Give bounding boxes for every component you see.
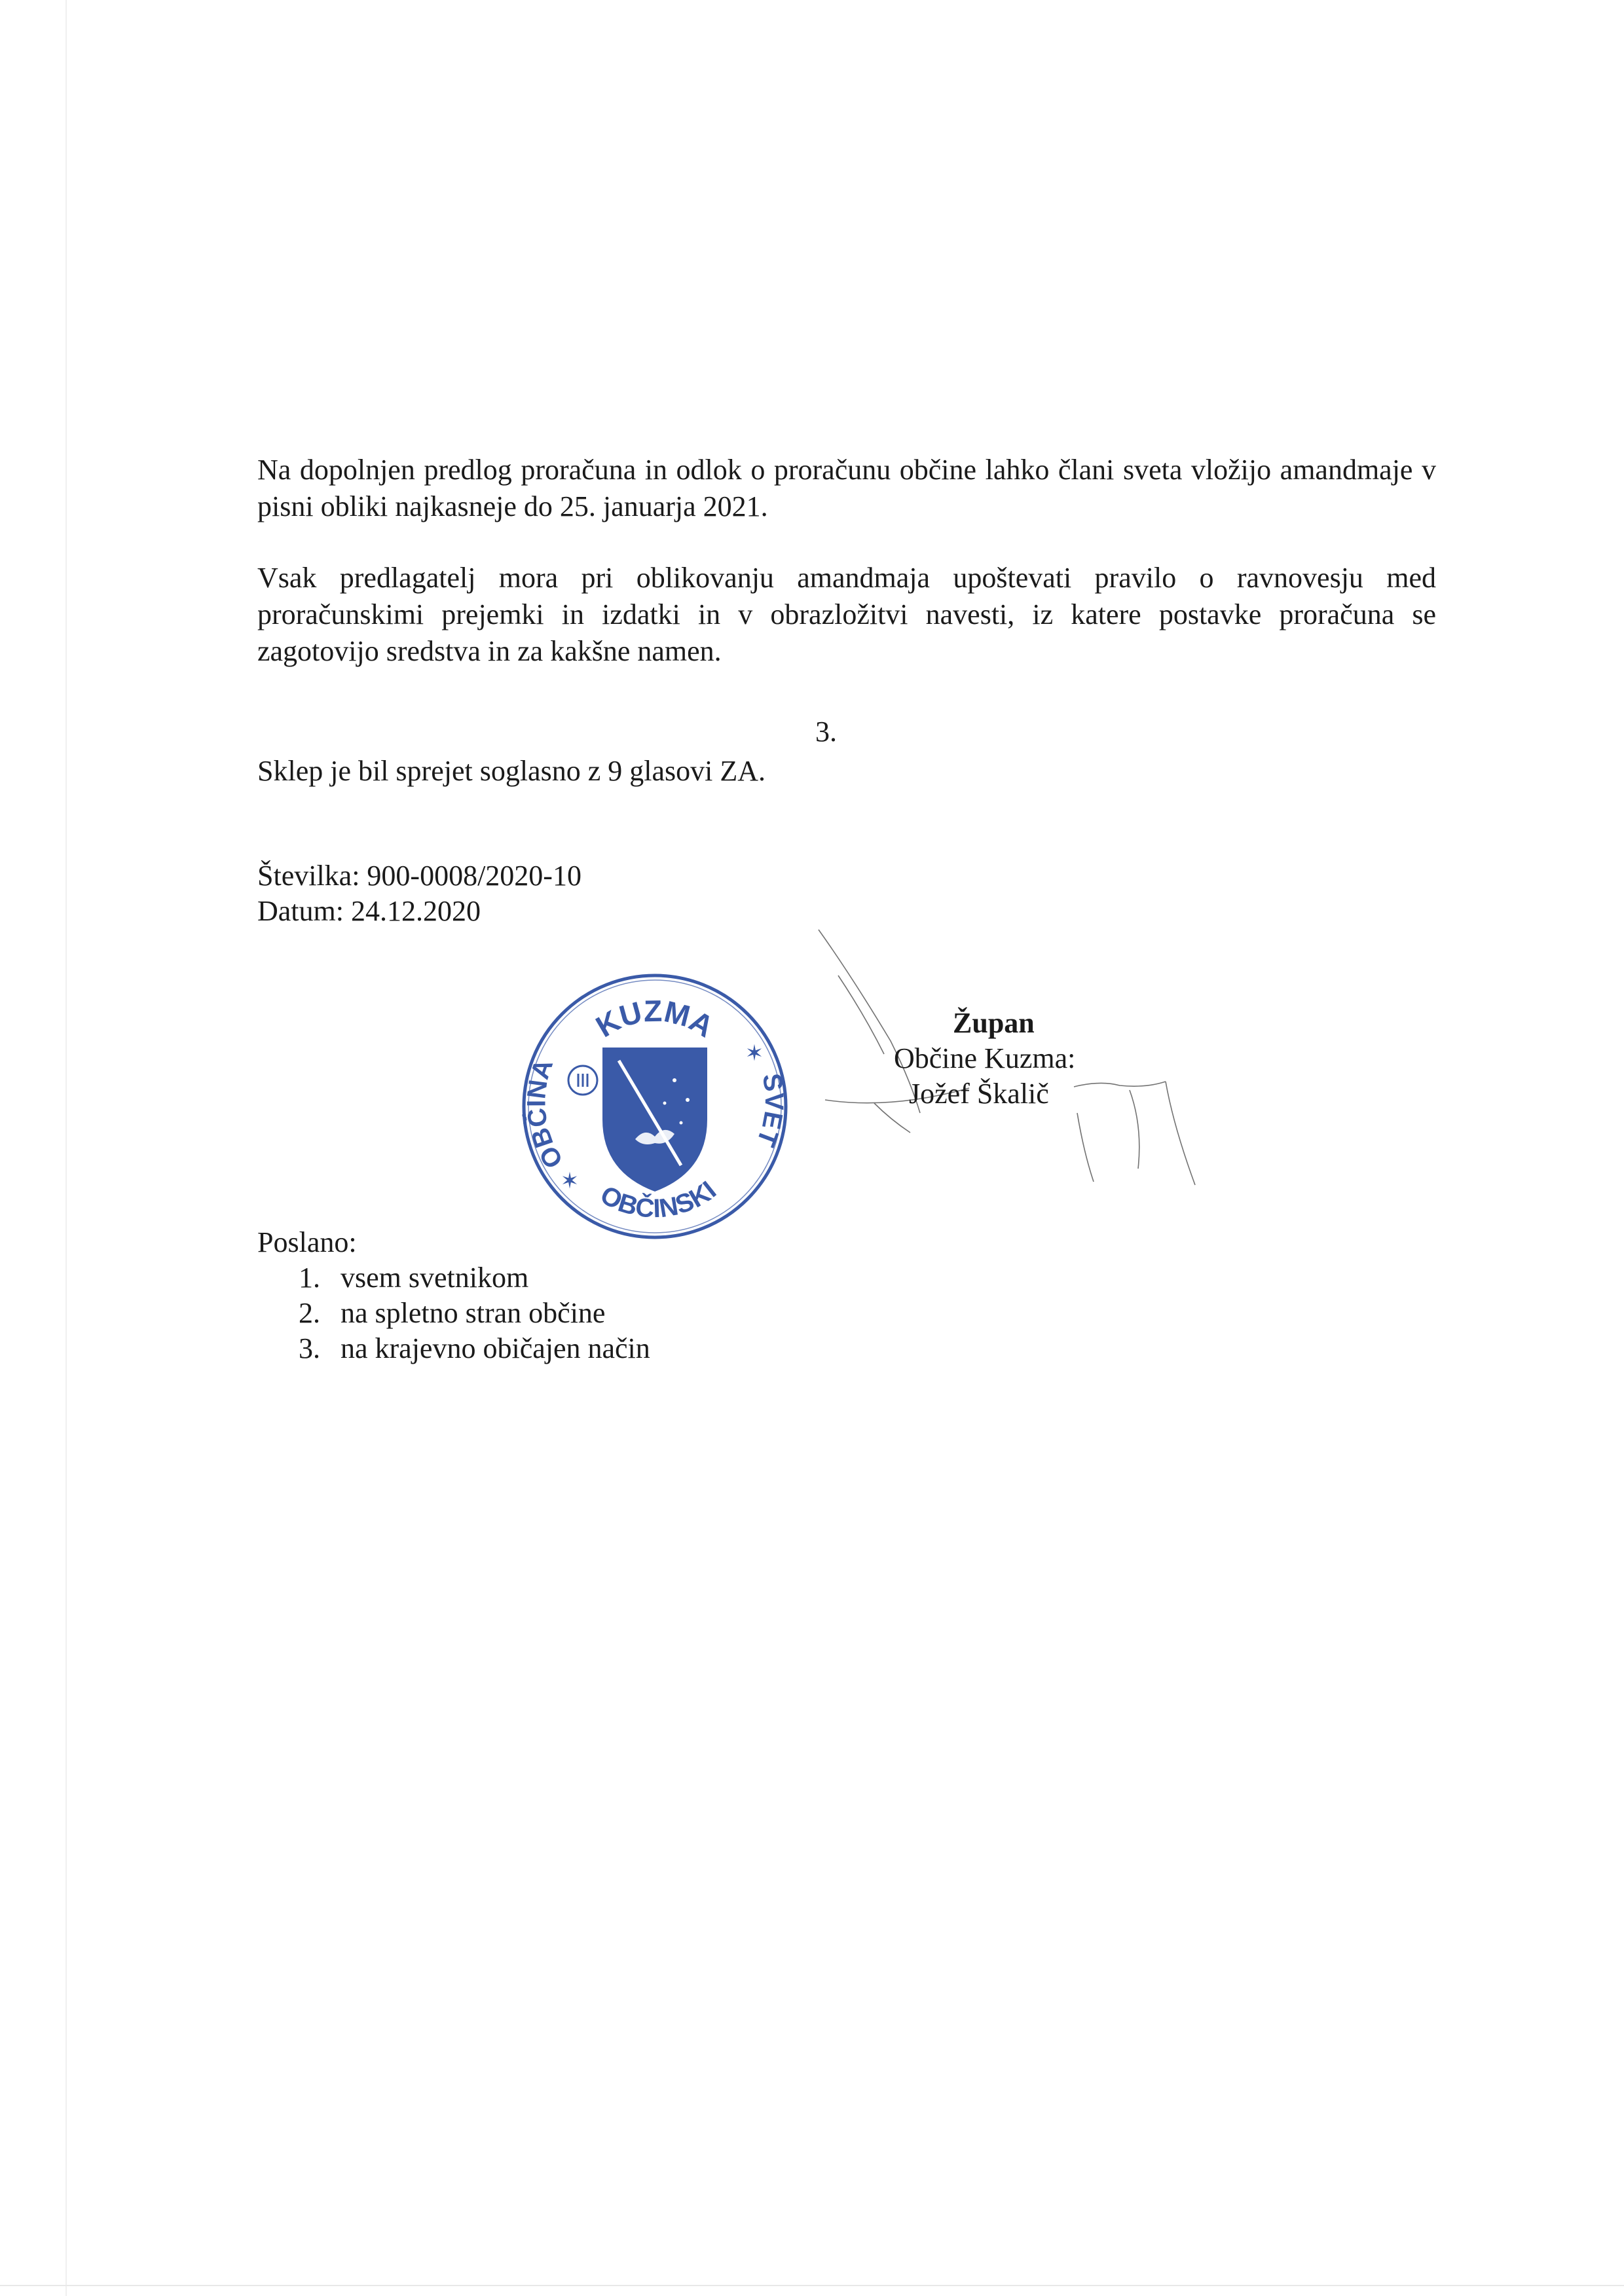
official-stamp [511,962,799,1250]
stamp-top-text: KUZMA [590,993,720,1044]
list-item: 1. vsem svetnikom [327,1260,650,1296]
list-item: 2. na spletno stran občine [327,1296,650,1331]
signatory-title: Župan [953,1007,1035,1039]
star-icon: ✶ [745,1042,764,1066]
stamp-right-text: SVET [750,1071,789,1151]
coat-of-arms-icon [602,1048,707,1192]
reference-number: Številka: 900-0008/2020-10 [257,860,581,892]
resolution-vote: Sklep je bil sprejet soglasno z 9 glasovi ZA. [257,755,766,787]
signatory-office: Občine Kuzma: [894,1042,1076,1074]
signatory-name: Jožef Škalič [909,1078,1049,1110]
item-number: 3. [815,716,837,748]
page-edge [0,2285,1624,2286]
paragraph-balance-rule: Vsak predlagatelj mora pri oblikovanju amandmaja upoštevati pravilo o ravnovesju med proračunskimi prejemki in izdatki in v obrazložitvi navesti, iz katere postavke proračuna se zagotovijo sredstva in za kakšne namen. [257,562,1436,667]
distribution-list [282,1260,650,1366]
distribution-heading: Poslano: [257,1226,357,1258]
stamp-left-text: OBČINA [522,1055,569,1173]
star-icon: ✶ [560,1169,580,1194]
stamp-bottom-text: OBČINSKI [595,1175,722,1224]
page-edge [65,0,67,2296]
paragraph-amendments-deadline: Na dopolnjen predlog proračuna in odlok o proračunu občine lahko člani sveta vložijo amandmaje v pisni obliki najkasneje do 25. januarja 2021. [257,454,1436,522]
list-item: 3. na krajevno običajen način [327,1331,650,1366]
reference-date: Datum: 24.12.2020 [257,895,481,927]
